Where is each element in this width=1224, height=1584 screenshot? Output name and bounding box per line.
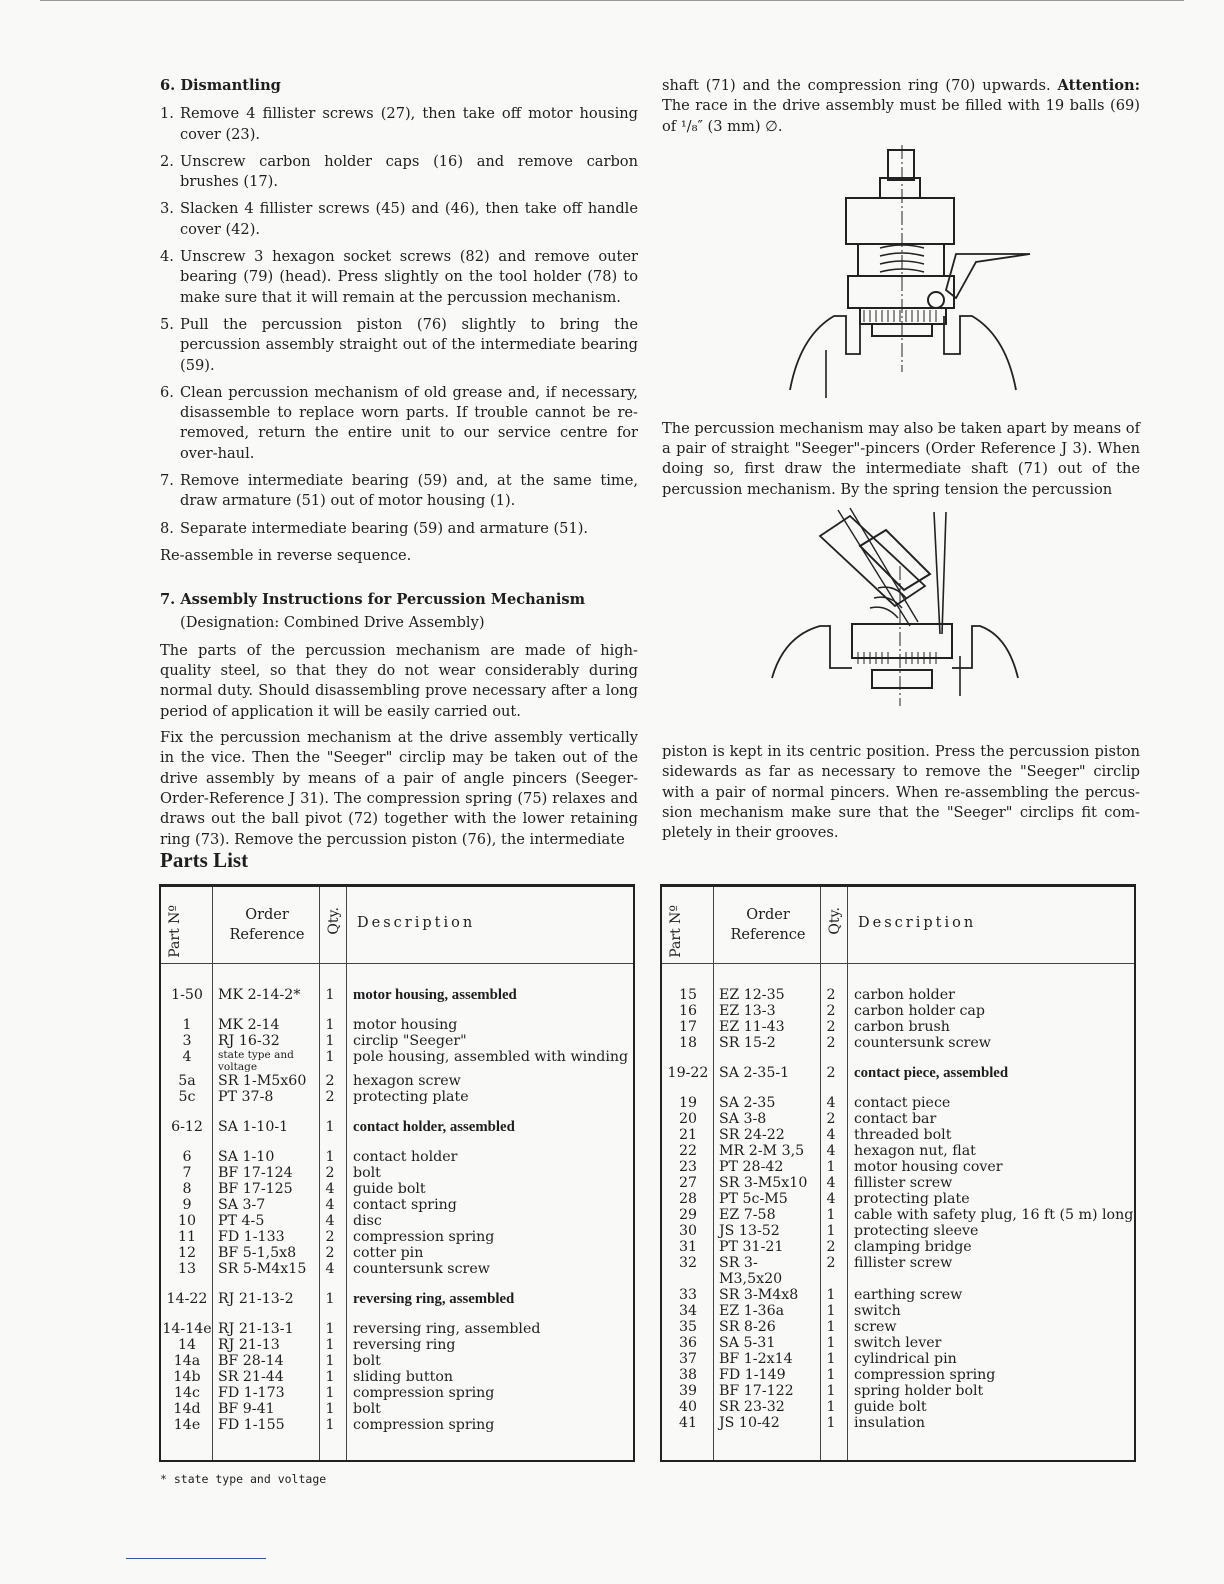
description-cell: earthing screw <box>854 1287 963 1303</box>
qty-cell: 2 <box>826 1239 836 1255</box>
order-reference-cell: SR 23-32 <box>719 1399 785 1415</box>
description-cell: spring holder bolt <box>854 1383 984 1399</box>
qty-cell: 1 <box>826 1351 836 1367</box>
list-item: 3. Slacken 4 fillister screws (45) and (46), then take off handle cover (42). <box>160 200 638 238</box>
table-row <box>161 1049 633 1073</box>
qty-cell: 1 <box>325 987 335 1003</box>
order-reference-cell: BF 17-124 <box>218 1165 293 1181</box>
description-cell: countersunk screw <box>854 1035 991 1051</box>
description-cell: bolt <box>353 1353 381 1369</box>
order-reference-cell: SA 3-8 <box>719 1111 767 1127</box>
table-row <box>662 1239 1134 1255</box>
description-cell: contact piece <box>854 1095 951 1111</box>
order-reference-cell: state type and voltage <box>218 1049 294 1073</box>
part-no-cell: 14b <box>173 1369 201 1385</box>
table-row <box>161 1229 633 1245</box>
order-reference-cell: RJ 21-13-1 <box>218 1321 294 1337</box>
order-reference-cell: JS 13-52 <box>719 1223 780 1239</box>
header-order-reference: Order Reference <box>730 907 806 943</box>
part-no-cell: 12 <box>177 1245 197 1261</box>
description-cell: bolt <box>353 1401 381 1417</box>
paragraph: shaft (71) and the compression ring (70) upwards. Attention: The race in the drive assembly must be filled with 19 balls (69) of ¹/₈″ (3 mm) ∅. <box>662 77 1140 135</box>
table-row <box>161 1353 633 1369</box>
qty-cell: 4 <box>826 1127 836 1143</box>
paragraph: piston is kept in its centric position. Press the percussion piston sidewards as far as necessary to remove the "Seeger" circlip with a pair of normal pincers. When re-assembling the percus-sion mechanism make sure that the "Seeger" circlips fit com-pletely in their grooves. <box>662 743 1140 842</box>
paragraph: The parts of the percussion mechanism are made of high-quality steel, so that they do not wear considerably during normal duty. Should disassembling prove necessary after a long period of application it will be easily carried out. <box>160 641 638 720</box>
order-reference-cell: PT 31-21 <box>719 1239 784 1255</box>
order-reference-cell: SA 2-35-1 <box>719 1065 790 1081</box>
qty-cell: 1 <box>325 1291 335 1307</box>
table-row <box>161 1033 633 1049</box>
table-row <box>662 987 1134 1003</box>
qty-cell: 1 <box>325 1369 335 1385</box>
table-row <box>662 1111 1134 1127</box>
order-reference-cell: SR 3-M5x10 <box>719 1175 808 1191</box>
part-no-cell: 11 <box>177 1229 197 1245</box>
qty-cell: 1 <box>325 1337 335 1353</box>
description-cell: compression spring <box>353 1229 495 1245</box>
part-no-cell: 14-22 <box>166 1291 208 1307</box>
part-no-cell: 14e <box>173 1417 201 1433</box>
part-no-cell: 14c <box>174 1385 200 1401</box>
qty-cell: 1 <box>325 1321 335 1337</box>
description-cell: sliding button <box>353 1369 454 1385</box>
description-cell: carbon holder cap <box>854 1003 985 1019</box>
qty-cell: 1 <box>826 1367 836 1383</box>
left-column <box>160 76 638 856</box>
table-row <box>662 1159 1134 1175</box>
list-item: 2. Unscrew carbon holder caps (16) and remove carbon brushes (17). <box>160 152 638 191</box>
table-row <box>161 1149 633 1165</box>
qty-cell: 2 <box>826 1019 836 1035</box>
description-cell: cotter pin <box>353 1245 424 1261</box>
part-no-cell: 33 <box>678 1287 698 1303</box>
part-no-cell: 35 <box>678 1319 698 1335</box>
order-reference-cell: SR 24-22 <box>719 1127 785 1143</box>
part-no-cell: 36 <box>678 1335 698 1351</box>
qty-cell: 2 <box>826 1003 836 1019</box>
list-item: 1. Remove 4 fillister screws (27), then take off motor housing cover (23). <box>160 105 638 143</box>
header-description: Description <box>858 915 977 931</box>
table-row <box>662 1065 1134 1081</box>
description-cell: bolt <box>353 1165 381 1181</box>
table-row <box>161 1017 633 1033</box>
part-no-cell: 8 <box>182 1181 192 1197</box>
qty-cell: 1 <box>325 1033 335 1049</box>
table-row <box>662 1019 1134 1035</box>
group-gap <box>662 1051 1134 1065</box>
group-gap <box>662 1081 1134 1095</box>
group-gap <box>161 1003 633 1017</box>
table-row <box>161 1197 633 1213</box>
order-reference-cell: EZ 13-3 <box>719 1003 776 1019</box>
part-no-cell: 20 <box>678 1111 698 1127</box>
order-reference-cell: RJ 16-32 <box>218 1033 280 1049</box>
description-cell: motor housing <box>353 1017 458 1033</box>
figure-drive-assembly-vertical <box>760 140 1060 402</box>
qty-cell: 1 <box>826 1335 836 1351</box>
section-6-heading: 6. Dismantling <box>160 77 281 94</box>
description-cell: clamping bridge <box>854 1239 972 1255</box>
order-reference-cell: BF 17-122 <box>719 1383 794 1399</box>
qty-cell: 4 <box>826 1175 836 1191</box>
order-reference-cell: SR 3-M3,5x20 <box>719 1255 783 1287</box>
order-reference-cell: BF 28-14 <box>218 1353 284 1369</box>
description-cell: circlip "Seeger" <box>353 1033 467 1049</box>
part-no-cell: 21 <box>678 1127 698 1143</box>
header-qty: Qty. <box>326 907 342 935</box>
qty-cell: 4 <box>826 1143 836 1159</box>
part-no-cell: 9 <box>182 1197 192 1213</box>
order-reference-cell: FD 1-149 <box>719 1367 786 1383</box>
reassemble-note: Re-assemble in reverse sequence. <box>160 546 412 564</box>
qty-cell: 4 <box>826 1095 836 1111</box>
table-row <box>662 1319 1134 1335</box>
description-cell: fillister screw <box>854 1175 953 1191</box>
qty-cell: 1 <box>325 1149 335 1165</box>
qty-cell: 1 <box>826 1383 836 1399</box>
table-row <box>161 1401 633 1417</box>
table-row <box>662 1399 1134 1415</box>
description-cell: threaded bolt <box>854 1127 952 1143</box>
list-item: 4. Unscrew 3 hexagon socket screws (82) and remove outer bearing (79) (head). Press slightly on the tool holder (78) to make sure that it will remain at the percussion mechanism. <box>160 248 638 306</box>
order-reference-cell: EZ 1-36a <box>719 1303 785 1319</box>
qty-cell: 2 <box>325 1165 335 1181</box>
order-reference-cell: SA 5-31 <box>719 1335 776 1351</box>
list-item: 6. Clean percussion mechanism of old grease and, if necessary, disassemble to replace worn parts. If trouble cannot be re-removed, return the entire unit to our service centre for over-haul. <box>160 383 638 462</box>
description-cell: countersunk screw <box>353 1261 490 1277</box>
qty-cell: 1 <box>325 1401 335 1417</box>
part-no-cell: 13 <box>177 1261 197 1277</box>
part-no-cell: 7 <box>182 1165 192 1181</box>
description-cell: guide bolt <box>353 1181 426 1197</box>
qty-cell: 1 <box>826 1287 836 1303</box>
qty-cell: 1 <box>826 1399 836 1415</box>
group-gap <box>161 1105 633 1119</box>
part-no-cell: 10 <box>177 1213 197 1229</box>
order-reference-cell: SA 2-35 <box>719 1095 776 1111</box>
list-item: 8. Separate intermediate bearing (59) and armature (51). <box>160 519 589 537</box>
bottom-rule <box>126 1558 266 1559</box>
table-row <box>662 1303 1134 1319</box>
qty-cell: 4 <box>325 1213 335 1229</box>
description-cell: hexagon nut, flat <box>854 1143 976 1159</box>
order-reference-cell: PT 28-42 <box>719 1159 784 1175</box>
description-cell: fillister screw <box>854 1255 953 1271</box>
part-no-cell: 15 <box>678 987 698 1003</box>
part-no-cell: 1-50 <box>171 987 203 1003</box>
description-cell: switch lever <box>854 1335 942 1351</box>
table-row <box>161 1291 633 1307</box>
qty-cell: 1 <box>325 1049 335 1065</box>
table-row <box>662 1143 1134 1159</box>
description-cell: protecting plate <box>854 1191 970 1207</box>
qty-cell: 4 <box>325 1197 335 1213</box>
table-row <box>662 1335 1134 1351</box>
section-7-heading: 7. Assembly Instructions for Percussion Mechanism <box>160 591 586 609</box>
part-no-cell: 31 <box>678 1239 698 1255</box>
table-row <box>662 1127 1134 1143</box>
table-row <box>662 1095 1134 1111</box>
table-row <box>662 1255 1134 1287</box>
part-no-cell: 34 <box>678 1303 698 1319</box>
description-cell: reversing ring, assembled <box>353 1291 515 1307</box>
table-row <box>662 1351 1134 1367</box>
description-cell: screw <box>854 1319 897 1335</box>
order-reference-cell: SR 1-M5x60 <box>218 1073 307 1089</box>
table-row <box>161 1213 633 1229</box>
description-cell: pole housing, assembled with winding <box>353 1049 629 1065</box>
table-row <box>161 987 633 1003</box>
header-part-no: Part Nº <box>167 905 183 958</box>
footnote: * state type and voltage <box>160 1472 327 1486</box>
table-row <box>161 1385 633 1401</box>
parts-table-left <box>159 884 635 1462</box>
description-cell: protecting plate <box>353 1089 469 1105</box>
part-no-cell: 14a <box>173 1353 201 1369</box>
list-item: 5. Pull the percussion piston (76) slightly to bring the percussion assembly straight out of the intermediate bearing (59). <box>160 315 638 374</box>
table-row <box>662 1191 1134 1207</box>
description-cell: reversing ring <box>353 1337 456 1353</box>
qty-cell: 1 <box>325 1017 335 1033</box>
part-no-cell: 19-22 <box>667 1065 709 1081</box>
header-divider <box>161 963 633 964</box>
header-description: Description <box>357 915 476 931</box>
part-no-cell: 27 <box>678 1175 698 1191</box>
qty-cell: 2 <box>826 987 836 1003</box>
description-cell: motor housing, assembled <box>353 987 517 1003</box>
qty-cell: 2 <box>826 1255 836 1271</box>
part-no-cell: 6 <box>182 1149 192 1165</box>
table-row <box>662 1207 1134 1223</box>
group-gap <box>161 1135 633 1149</box>
qty-cell: 2 <box>325 1073 335 1089</box>
description-cell: cylindrical pin <box>854 1351 957 1367</box>
part-no-cell: 38 <box>678 1367 698 1383</box>
part-no-cell: 39 <box>678 1383 698 1399</box>
part-no-cell: 1 <box>182 1017 192 1033</box>
part-no-cell: 3 <box>182 1033 192 1049</box>
qty-cell: 1 <box>325 1417 335 1433</box>
qty-cell: 4 <box>826 1191 836 1207</box>
table-row <box>662 1035 1134 1051</box>
description-cell: cable with safety plug, 16 ft (5 m) long <box>854 1207 1134 1223</box>
description-cell: motor housing cover <box>854 1159 1003 1175</box>
part-no-cell: 29 <box>678 1207 698 1223</box>
table-row <box>161 1165 633 1181</box>
dismantling-steps <box>160 104 638 539</box>
list-item: 7. Remove intermediate bearing (59) and, at the same time, draw armature (51) out of motor housing (1). <box>160 472 638 510</box>
part-no-cell: 30 <box>678 1223 698 1239</box>
order-reference-cell: SR 15-2 <box>719 1035 776 1051</box>
paragraph: Fix the percussion mechanism at the drive assembly vertically in the vice. Then the "Seeger" circlip may be taken out of the drive assembly by means of a pair of angle pincers (Seeger-Order-Reference J 31). The compression spring (75) relaxes and draws out the ball pivot (72) together with the lower retaining ring (73). Remove the percussion piston (76), the intermediate <box>160 729 638 848</box>
table-row <box>662 1383 1134 1399</box>
parts-table-right <box>660 884 1136 1462</box>
description-cell: protecting sleeve <box>854 1223 979 1239</box>
table-row <box>662 1287 1134 1303</box>
qty-cell: 1 <box>325 1385 335 1401</box>
part-no-cell: 16 <box>678 1003 698 1019</box>
order-reference-cell: FD 1-155 <box>218 1417 285 1433</box>
description-cell: compression spring <box>353 1417 495 1433</box>
order-reference-cell: SR 5-M4x15 <box>218 1261 307 1277</box>
table-row <box>662 1003 1134 1019</box>
attention-label: Attention: <box>1057 77 1140 94</box>
table-body <box>161 987 633 1433</box>
description-cell: contact holder, assembled <box>353 1119 515 1135</box>
order-reference-cell: SA 1-10-1 <box>218 1119 289 1135</box>
order-reference-cell: PT 5c-M5 <box>719 1191 788 1207</box>
qty-cell: 4 <box>325 1181 335 1197</box>
part-no-cell: 17 <box>678 1019 698 1035</box>
order-reference-cell: MK 2-14 <box>218 1017 280 1033</box>
description-cell: contact spring <box>353 1197 457 1213</box>
table-row <box>161 1261 633 1277</box>
part-no-cell: 37 <box>678 1351 698 1367</box>
table-row <box>161 1321 633 1337</box>
qty-cell: 2 <box>325 1089 335 1105</box>
order-reference-cell: PT 37-8 <box>218 1089 274 1105</box>
table-row <box>161 1181 633 1197</box>
order-reference-cell: BF 1-2x14 <box>719 1351 793 1367</box>
table-row <box>161 1119 633 1135</box>
order-reference-cell: MR 2-M 3,5 <box>719 1143 805 1159</box>
table-row <box>161 1369 633 1385</box>
order-reference-cell: FD 1-133 <box>218 1229 285 1245</box>
order-reference-cell: FD 1-173 <box>218 1385 285 1401</box>
description-cell: contact holder <box>353 1149 458 1165</box>
table-row <box>662 1223 1134 1239</box>
description-cell: disc <box>353 1213 382 1229</box>
header-order-reference: Order Reference <box>229 907 305 943</box>
top-rule <box>40 0 1184 1</box>
parts-list-title: Parts List <box>160 848 249 872</box>
qty-cell: 2 <box>826 1035 836 1051</box>
order-reference-cell: BF 17-125 <box>218 1181 293 1197</box>
table-body <box>662 987 1134 1431</box>
paragraph: The percussion mechanism may also be taken apart by means of a pair of straight "Seeger"-pincers (Order Reference J 3). When doing so, first draw the intermediate shaft (71) out of the percussion mechanism. By the spring tension the percussion <box>662 419 1140 498</box>
qty-cell: 2 <box>325 1229 335 1245</box>
part-no-cell: 5a <box>178 1073 196 1089</box>
header-divider <box>662 963 1134 964</box>
description-cell: compression spring <box>353 1385 495 1401</box>
part-no-cell: 18 <box>678 1035 698 1051</box>
group-gap <box>161 1277 633 1291</box>
description-cell: compression spring <box>854 1367 996 1383</box>
qty-cell: 1 <box>826 1303 836 1319</box>
part-no-cell: 23 <box>678 1159 698 1175</box>
qty-cell: 1 <box>826 1319 836 1335</box>
order-reference-cell: EZ 11-43 <box>719 1019 785 1035</box>
order-reference-cell: EZ 12-35 <box>719 987 785 1003</box>
section-7-subheading: (Designation: Combined Drive Assembly) <box>180 613 485 631</box>
order-reference-cell: BF 9-41 <box>218 1401 275 1417</box>
part-no-cell: 4 <box>182 1049 192 1065</box>
description-cell: reversing ring, assembled <box>353 1321 541 1337</box>
order-reference-cell: RJ 21-13-2 <box>218 1291 294 1307</box>
part-no-cell: 5c <box>178 1089 196 1105</box>
part-no-cell: 14-14e <box>162 1321 212 1337</box>
table-row <box>161 1073 633 1089</box>
part-no-cell: 28 <box>678 1191 698 1207</box>
header-part-no: Part Nº <box>668 905 684 958</box>
description-cell: hexagon screw <box>353 1073 461 1089</box>
table-row <box>662 1415 1134 1431</box>
order-reference-cell: SR 3-M4x8 <box>719 1287 799 1303</box>
order-reference-cell: BF 5-1,5x8 <box>218 1245 297 1261</box>
order-reference-cell: MK 2-14-2* <box>218 987 301 1003</box>
table-row <box>662 1175 1134 1191</box>
part-no-cell: 14d <box>173 1401 201 1417</box>
part-no-cell: 41 <box>678 1415 698 1431</box>
qty-cell: 1 <box>826 1159 836 1175</box>
header-qty: Qty. <box>827 907 843 935</box>
qty-cell: 1 <box>325 1353 335 1369</box>
description-cell: guide bolt <box>854 1399 927 1415</box>
qty-cell: 1 <box>325 1119 335 1135</box>
group-gap <box>161 1307 633 1321</box>
qty-cell: 1 <box>826 1223 836 1239</box>
table-row <box>161 1089 633 1105</box>
qty-cell: 2 <box>826 1065 836 1081</box>
qty-cell: 2 <box>826 1111 836 1127</box>
part-no-cell: 14 <box>177 1337 197 1353</box>
description-cell: carbon brush <box>854 1019 950 1035</box>
table-row <box>161 1417 633 1433</box>
part-no-cell: 6-12 <box>171 1119 203 1135</box>
figure-seeger-pincers <box>760 506 1060 712</box>
part-no-cell: 19 <box>678 1095 698 1111</box>
order-reference-cell: EZ 7-58 <box>719 1207 776 1223</box>
table-row <box>161 1337 633 1353</box>
qty-cell: 4 <box>325 1261 335 1277</box>
description-cell: contact bar <box>854 1111 937 1127</box>
order-reference-cell: JS 10-42 <box>719 1415 780 1431</box>
qty-cell: 2 <box>325 1245 335 1261</box>
order-reference-cell: SR 8-26 <box>719 1319 776 1335</box>
table-row <box>161 1245 633 1261</box>
order-reference-cell: SA 1-10 <box>218 1149 275 1165</box>
order-reference-cell: RJ 21-13 <box>218 1337 280 1353</box>
order-reference-cell: SR 21-44 <box>218 1369 284 1385</box>
description-cell: insulation <box>854 1415 926 1431</box>
order-reference-cell: PT 4-5 <box>218 1213 265 1229</box>
qty-cell: 1 <box>826 1207 836 1223</box>
part-no-cell: 32 <box>678 1255 698 1271</box>
qty-cell: 1 <box>826 1415 836 1431</box>
order-reference-cell: SA 3-7 <box>218 1197 266 1213</box>
part-no-cell: 22 <box>678 1143 698 1159</box>
part-no-cell: 40 <box>678 1399 698 1415</box>
table-row <box>662 1367 1134 1383</box>
description-cell: contact piece, assembled <box>854 1065 1009 1081</box>
description-cell: carbon holder <box>854 987 955 1003</box>
description-cell: switch <box>854 1303 901 1319</box>
